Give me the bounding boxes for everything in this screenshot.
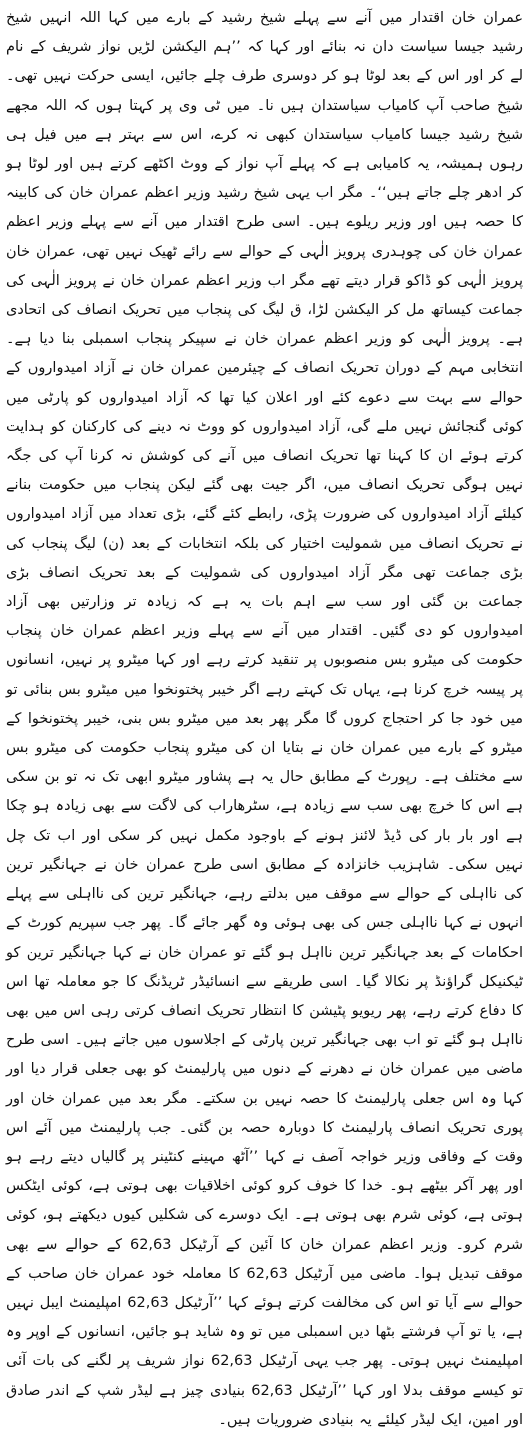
article-body: عمران خان اقتدار میں آنے سے پہلے شیخ رشید کے بارے میں کہا اللہ انہیں شیخ رشید جیسا سیاست دان نہ بنائے اور کہا کہ ’’ہم الیکشن لڑیں نواز شریف کے نام لے کر اور اس کے بعد لوٹا ہو کر دوسری طرف چلے جائیں، ایسی حرکت نہیں تھی۔ شیخ صاحب آپ کامیاب سیاستدان ہیں نا۔ میں ٹی وی پر کہتا ہوں کہ اللہ مجھے شیخ رشید جیسا کامیاب سیاستدان کبھی نہ کرے، اس سے بہتر ہے میں فیل ہی رہوں ہمیشہ، یہ کامیابی ہے کہ پہلے آپ نواز کے ووٹ اکٹھے کرتے ہیں اور لوٹا ہو کر ادھر چلے جاتے ہیں‘‘۔ مگر اب یہی شیخ رشید وزیر اعظم عمران خان کی کابینہ کا حصہ ہیں اور وزیر ریلوے ہیں۔ اسی طرح اقتدار میں آنے سے پہلے وزیر اعظم عمران خان کی چوہدری پرویز الٰہی کے حوالے سے رائے ٹھیک نہیں تھی، عمران خان پرویز الٰہی کو ڈاکو قرار دیتے تھے مگر اب وزیر اعظم عمران خان نے پرویز الٰہی کی جماعت کیساتھ مل کر الیکشن لڑا، ق لیگ کی پنجاب میں تحریک انصاف کی اتحادی ہے۔ پرویز الٰہی کو وزیر اعظم عمران خان نے سپیکر پنجاب اسمبلی بنا دیا ہے۔ انتخابی مہم کے دوران تحریک انصاف کے چیئرمین عمران خان نے آزاد امیدواروں کے حوالے سے بہت سے دعوے کئے اور اعلان کیا تھا کہ آزاد امیدواروں کو پارٹی میں کوئی گنجائش نہیں ملے گی، آزاد امیدواروں کو ووٹ نہ دینے کی کارکنان کو ہدایت کرتے ہوئے ان کا کہنا تھا تحریک انصاف میں آنے کی کوشش نہ کرنا آپ کی جگہ نہیں ہوگی تحریک انصاف میں، اگر جیت بھی گئے لیکن پنجاب میں حکومت بنانے کیلئے آزاد امیدواروں کی ضرورت پڑی، رابطے کئے گئے، بڑی تعداد میں آزاد امیدواروں نے تحریک انصاف میں شمولیت اختیار کی بلکہ انتخابات کے بعد (ن) لیگ پنجاب کی بڑی جماعت تھی مگر آزاد امیدواروں کی شمولیت کے بعد تحریک انصاف بڑی جماعت بن گئی اور سب سے اہم بات یہ ہے کہ زیادہ تر وزارتیں بھی آزاد امیدواروں کو دی گئیں۔ اقتدار میں آنے سے پہلے وزیر اعظم عمران خان پنجاب حکومت کی میٹرو بس منصوبوں پر تنقید کرتے رہے اور کہا میٹرو پر نہیں، انسانوں پر پیسہ خرچ کرنا ہے، یہاں تک کہتے رہے اگر خیبر پختونخوا میں میٹرو بس بنائی تو میں خود جا کر احتجاج کروں گا مگر پھر بعد میں میٹرو بس بنی، خیبر پختونخوا کے میٹرو کے بارے میں عمران خان نے بتایا ان کی میٹرو پنجاب حکومت کی میٹرو بس سے مختلف ہے۔ رپورٹ کے مطابق حال یہ ہے پشاور میٹرو ابھی تک نہ تو بن سکی ہے اس کا خرچ بھی سب سے زیادہ ہے، سٹرھاراب کی لاگت سے بھی زیادہ ہو چکا ہے اور بار بار کی ڈیڈ لائنز ہونے کے باوجود مکمل نہیں کر سکی اور اب تک چل نہیں سکی۔ شاہزیب خانزادہ کے مطابق اسی طرح عمران خان نے جہانگیر ترین کی نااہلی کے حوالے سے موقف میں بدلتے رہے، جہانگیر ترین کی نااہلی سے پہلے انہوں نے کہا نااہلی جس کی بھی ہوئی وہ گھر جائے گا۔ پھر جب سپریم کورٹ کے احکامات کے بعد جہانگیر ترین نااہل ہو گئے تو عمران خان نے کہا جہانگیر ترین کو ٹیکنیکل گراؤنڈ پر نکالا گیا۔ اسی طریقے سے انسائیڈر ٹریڈنگ کا جو معاملہ تھا اس کا دفاع کرتے رہے، پھر ریویو پٹیشن کا انتظار تحریک انصاف کرتی رہی اس میں بھی نااہل ہو گئے تو اب بھی جہانگیر ترین پارٹی کے اجلاسوں میں جاتے ہیں۔ اسی طرح ماضی میں عمران خان نے دھرنے کے دنوں میں پارلیمنٹ کو بھی جعلی قرار دیا اور کہا وہ اس جعلی پارلیمنٹ کا حصہ نہیں بن سکتے۔ مگر بعد میں عمران خان اور پوری تحریک انصاف پارلیمنٹ کا دوبارہ حصہ بن گئی۔ جب پارلیمنٹ میں آئے اس وقت کے وفاقی وزیر خواجہ آصف نے کہا ’’آٹھ مہینے کنٹینر پر گالیاں دیتے رہے ہو اور پھر آکر بیٹھے ہو۔ خدا کا خوف کرو کوئی اخلاقیات بھی ہوتی ہے، کوئی ایٹکس ہوتی ہے، کوئی شرم بھی ہوتی ہے۔ ایک دوسرے کی شکلیں کیوں دیکھتے ہو، کوئی شرم کرو۔ وزیر اعظم عمران خان کا آئین کے آرٹیکل 62,63 کے حوالے سے بھی موقف تبدیل ہوا۔ ماضی میں آرٹیکل 62,63 کا معاملہ خود عمران خان صاحب کے حوالے سے آیا تو اس کی مخالفت کرتے ہوئے کہا ’’آرٹیکل 62,63 امپلیمنٹ ایبل نہیں ہے، یا تو آپ فرشتے بٹھا دیں اسمبلی میں تو وہ شاید ہو جائیں، انسانوں کے اوپر وہ امپلیمنٹ نہیں ہوتی۔ پھر جب یہی آرٹیکل 62,63 نواز شریف پر لگنے کی بات آئی تو کیسے موقف بدلا اور کہا ’’آرٹیکل 62,63 بنیادی چیز ہے لیڈر شپ کے اندر صادق اور امین، ایک لیڈر کیلئے یہ بنیادی ضروریات ہیں۔: [6, 10, 523, 1428]
